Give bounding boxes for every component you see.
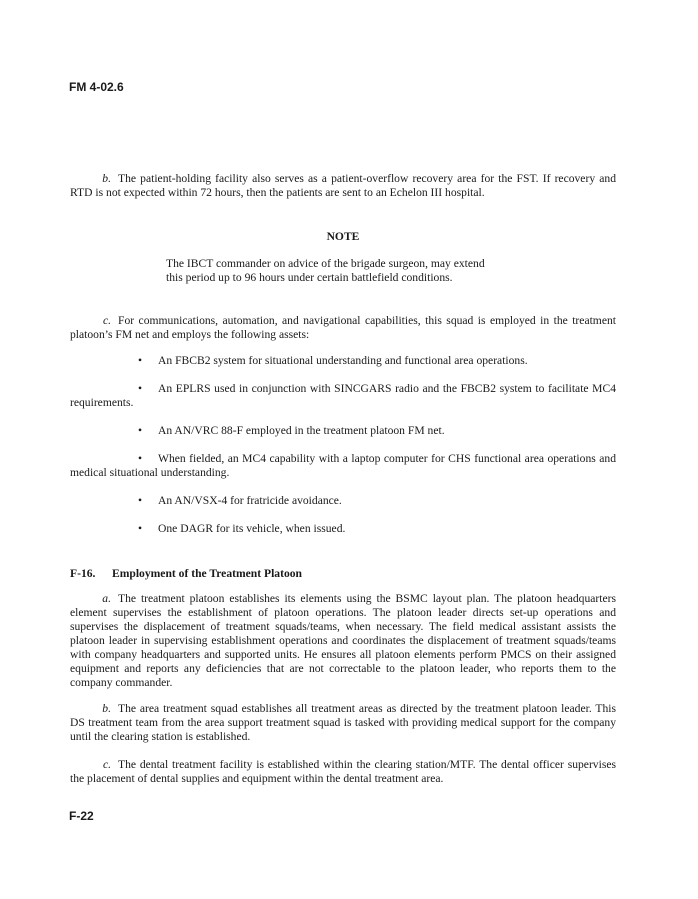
paragraph-letter: b. bbox=[102, 702, 111, 715]
paragraph-letter: c. bbox=[102, 314, 111, 327]
paragraph-text: The area treatment squad establishes all treatment areas as directed by the treatment platoon leader. This DS treatment team from the area support treatment squad is tasked with providing medical support for the company until the clearing station is established. bbox=[70, 702, 616, 743]
section-title: Employment of the Treatment Platoon bbox=[112, 567, 302, 580]
bullet-marker: • bbox=[137, 424, 142, 437]
document-id: FM 4-02.6 bbox=[69, 80, 124, 94]
bullet-text: One DAGR for its vehicle, when issued. bbox=[158, 522, 346, 535]
bullet-text: An AN/VSX-4 for fratricide avoidance. bbox=[158, 494, 342, 507]
paragraph-b-area-treatment bbox=[70, 702, 616, 744]
bullet-item bbox=[70, 522, 616, 536]
bullet-item bbox=[70, 382, 616, 410]
paragraph-letter: a. bbox=[102, 592, 111, 605]
bullet-marker: • bbox=[137, 382, 142, 395]
bullet-text: When fielded, an MC4 capability with a laptop computer for CHS functional area operations and medical situational understanding. bbox=[70, 452, 616, 479]
bullet-item bbox=[70, 424, 616, 438]
bullet-text: An FBCB2 system for situational understanding and functional area operations. bbox=[158, 354, 528, 367]
section-heading bbox=[70, 567, 302, 581]
paragraph-text: The patient-holding facility also serves as a patient-overflow recovery area for the FST. If recovery and RTD is not expected within 72 hours, then the patients are sent to an Echelon III hospital. bbox=[70, 172, 616, 199]
bullet-item bbox=[70, 494, 616, 508]
section-number: F-16. bbox=[70, 567, 96, 580]
note-line: this period up to 96 hours under certain battlefield conditions. bbox=[166, 271, 453, 284]
paragraph-text: The treatment platoon establishes its elements using the BSMC layout plan. The platoon headquarters element supervises the establishment of platoon operations. The platoon leader directs set-up operations and supervises the displacement of treatment squads/teams, when necessary. The field medical assistant assists the platoon leader in supervising establishment operations and coordinates the displacement of treatment squads/teams with company headquarters and supported units. He ensures all platoon elements perform PMCS on their assigned equipment and reports any deficiencies that are not correctable to the platoon leader, who reports them to the company commander. bbox=[70, 592, 616, 689]
paragraph-c-communications bbox=[70, 314, 616, 342]
bullet-text: An AN/VRC 88-F employed in the treatment platoon FM net. bbox=[158, 424, 445, 437]
paragraph-letter: c. bbox=[102, 758, 111, 771]
bullet-marker: • bbox=[137, 494, 142, 507]
bullet-item bbox=[70, 354, 616, 368]
note-title: NOTE bbox=[326, 230, 360, 243]
page-number: F-22 bbox=[69, 809, 94, 823]
paragraph-text: The dental treatment facility is established within the clearing station/MTF. The dental officer supervises the placement of dental supplies and equipment within the dental treatment area. bbox=[70, 758, 616, 785]
note-body bbox=[166, 257, 526, 285]
bullet-marker: • bbox=[137, 452, 142, 465]
paragraph-text: For communications, automation, and navigational capabilities, this squad is employed in the treatment platoon’s FM net and employs the following assets: bbox=[70, 314, 616, 341]
bullet-item bbox=[70, 452, 616, 480]
note-line: The IBCT commander on advice of the brigade surgeon, may extend bbox=[166, 257, 485, 270]
bullet-marker: • bbox=[137, 354, 142, 367]
paragraph-b-patient-holding bbox=[70, 172, 616, 200]
paragraph-c-dental bbox=[70, 758, 616, 786]
bullet-marker: • bbox=[137, 522, 142, 535]
bullet-text: An EPLRS used in conjunction with SINCGARS radio and the FBCB2 system to facilitate MC4 requirements. bbox=[70, 382, 616, 409]
paragraph-a-employment bbox=[70, 592, 616, 690]
paragraph-letter: b. bbox=[102, 172, 111, 185]
